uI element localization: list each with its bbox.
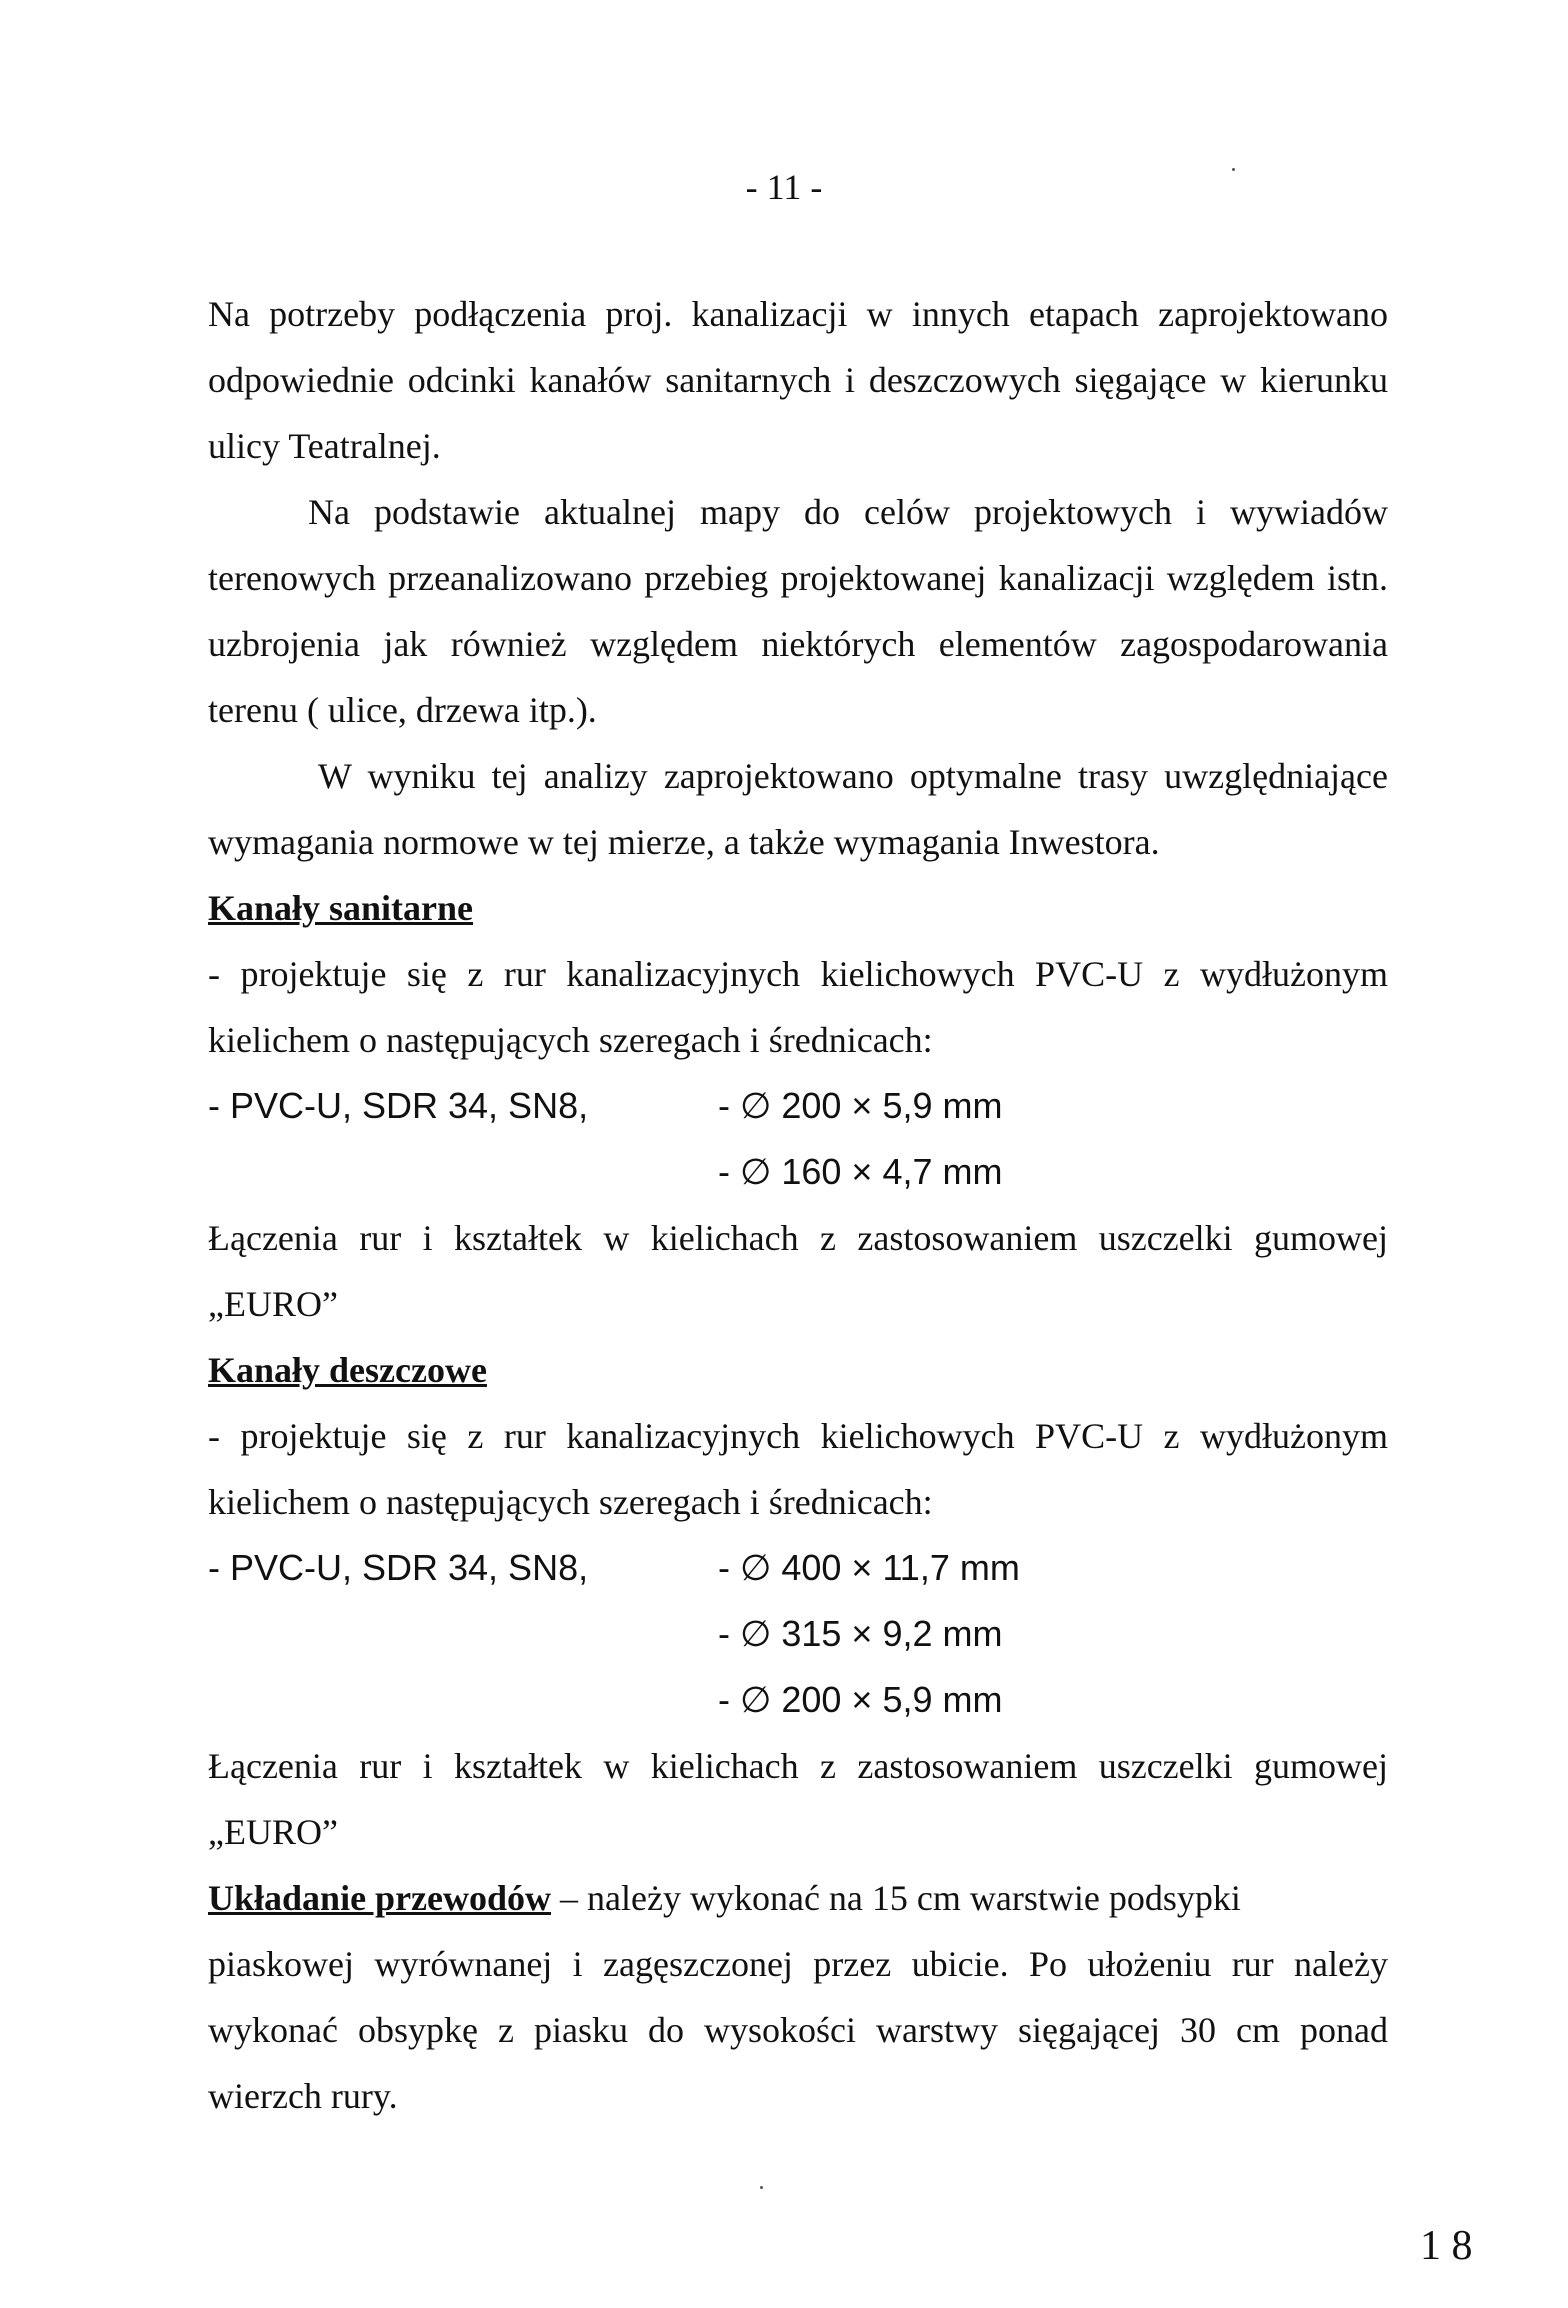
laying-line-2: piaskowej wyrównanej i zagęszczonej przez ubicie. Po ułożeniu rur należy <box>208 1944 1388 1984</box>
page-number: - 11 - <box>745 167 823 207</box>
sanitary-size-2: - ∅ 160 × 4,7 mm <box>718 1151 1003 1192</box>
paragraph-3-line-2: wymagania normowe w tej mierze, a także wymagania Inwestora. <box>208 822 1160 862</box>
rain-pipe-label: - PVC-U, SDR 34, SN8, <box>208 1547 589 1588</box>
sanitary-joints-line-2: „EURO” <box>208 1284 338 1324</box>
sanitary-line-1: - projektuje się z rur kanalizacyjnych kielichowych PVC-U z wydłużonym <box>208 954 1388 994</box>
laying-first-line-rest: – należy wykonać na 15 cm warstwie podsypki <box>551 1878 1241 1918</box>
sheet-number: 1 8 <box>1420 2223 1473 2269</box>
paragraph-2-line-1: Na podstawie aktualnej mapy do celów projektowych i wywiadów <box>308 492 1388 532</box>
rain-size-3: - ∅ 200 × 5,9 mm <box>718 1679 1003 1720</box>
sanitary-line-2: kielichem o następujących szeregach i średnicach: <box>208 1020 933 1060</box>
laying-heading: Układanie przewodów <box>208 1878 552 1918</box>
laying-first-line <box>208 1876 1388 1920</box>
rain-joints-line-2: „EURO” <box>208 1812 338 1852</box>
laying-line-4: wierzch rury. <box>208 2076 398 2116</box>
rain-line-2: kielichem o następujących szeregach i średnicach: <box>208 1482 933 1522</box>
paragraph-2-line-3: uzbrojenia jak również względem niektórych elementów zagospodarowania <box>208 624 1388 664</box>
paragraph-2-line-4: terenu ( ulice, drzewa itp.). <box>208 690 597 730</box>
paragraph-3-line-1: W wyniku tej analizy zaprojektowano optymalne trasy uwzględniające <box>318 756 1388 796</box>
scan-speck <box>760 2186 763 2189</box>
rain-size-2: - ∅ 315 × 9,2 mm <box>718 1613 1003 1654</box>
scan-speck <box>1232 168 1235 171</box>
sanitary-joints-line-1: Łączenia rur i kształtek w kielichach z zastosowaniem uszczelki gumowej <box>208 1218 1388 1258</box>
rain-joints-line-1: Łączenia rur i kształtek w kielichach z zastosowaniem uszczelki gumowej <box>208 1746 1388 1786</box>
rain-heading: Kanały deszczowe <box>208 1350 487 1390</box>
sanitary-pipe-label: - PVC-U, SDR 34, SN8, <box>208 1085 589 1126</box>
paragraph-1-line-1: Na potrzeby podłączenia proj. kanalizacji w innych etapach zaprojektowano <box>208 294 1388 334</box>
paragraph-1-line-3: ulicy Teatralnej. <box>208 426 441 466</box>
paragraph-1-line-2: odpowiednie odcinki kanałów sanitarnych i deszczowych sięgające w kierunku <box>208 360 1388 400</box>
rain-line-1: - projektuje się z rur kanalizacyjnych kielichowych PVC-U z wydłużonym <box>208 1416 1388 1456</box>
paragraph-2-line-2: terenowych przeanalizowano przebieg projektowanej kanalizacji względem istn. <box>208 558 1388 598</box>
laying-line-3: wykonać obsypkę z piasku do wysokości warstwy sięgającej 30 cm ponad <box>208 2010 1388 2050</box>
sanitary-heading: Kanały sanitarne <box>208 888 474 928</box>
sanitary-size-1: - ∅ 200 × 5,9 mm <box>718 1085 1003 1126</box>
rain-size-1: - ∅ 400 × 11,7 mm <box>718 1547 1020 1588</box>
